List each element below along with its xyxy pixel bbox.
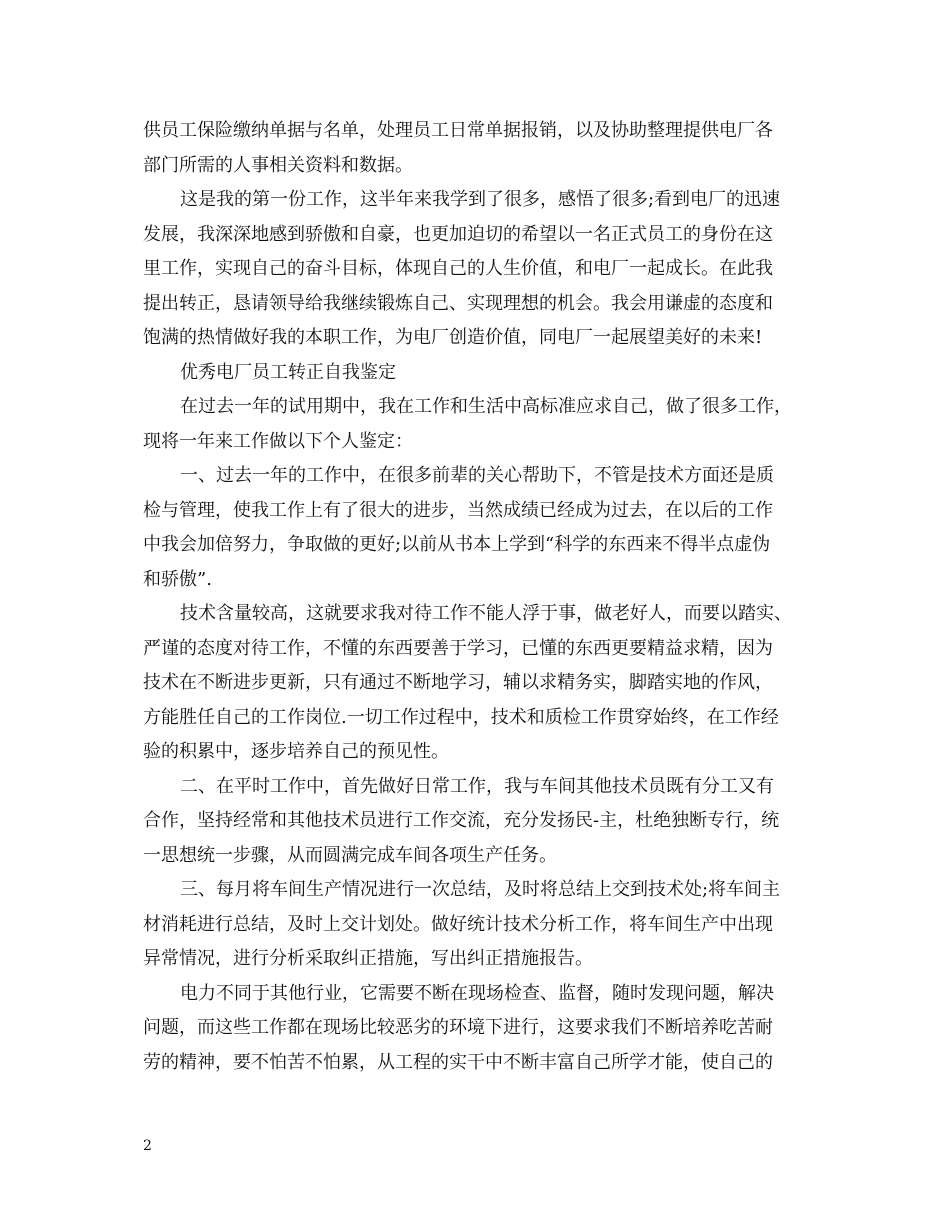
- text-line: 方能胜任自己的工作岗位.一切工作过程中，技术和质检工作贯穿始终，在工作经: [143, 706, 779, 728]
- text-line: 一思想统一步骤，从而圆满完成车间各项生产任务。: [143, 844, 557, 866]
- text-line: 优秀电厂员工转正自我鉴定: [180, 361, 396, 383]
- text-line: 发展，我深深地感到骄傲和自豪，也更加迫切的希望以一名正式员工的身份在这: [143, 223, 773, 245]
- text-line: 中我会加倍努力，争取做的更好;以前从书本上学到“科学的东西来不得半点虚伪: [143, 534, 771, 555]
- text-line: 现将一年来工作做以下个人鉴定：: [143, 430, 413, 452]
- text-line: 劳的精神，要不怕苦不怕累，从工程的实干中不断丰富自己所学才能，使自己的: [143, 1051, 773, 1073]
- text-line: 部门所需的人事相关资料和数据。: [143, 154, 413, 176]
- text-line: 提出转正，恳请领导给我继续锻炼自己、实现理想的机会。我会用谦虚的态度和: [143, 292, 773, 314]
- text-line: 验的积累中，逐步培养自己的预见性。: [143, 741, 449, 762]
- text-line: 严谨的态度对待工作，不懂的东西要善于学习，已懂的东西更要精益求精，因为: [143, 637, 773, 659]
- text-line: 合作，坚持经常和其他技术员进行工作交流，充分发扬民-主，杜绝独断专行，统: [143, 810, 780, 831]
- text-line: 技术含量较高，这就要求我对待工作不能人浮于事，做老好人，而要以踏实、: [180, 603, 792, 624]
- text-line: 供员工保险缴纳单据与名单，处理员工日常单据报销，以及协助整理提供电厂各: [143, 120, 773, 141]
- text-line: 饱满的热情做好我的本职工作，为电厂创造价值，同电厂一起展望美好的未来!: [143, 327, 763, 348]
- page-number: 2: [143, 1138, 152, 1154]
- text-line: 这是我的第一份工作，这半年来我学到了很多，感悟了很多;看到电厂的迅速: [180, 189, 781, 210]
- text-line: 技术在不断进步更新，只有通过不断地学习，辅以求精务实，脚踏实地的作风，: [143, 672, 773, 693]
- text-line: 里工作，实现自己的奋斗目标，体现自己的人生价值，和电厂一起成长。在此我: [143, 258, 773, 279]
- text-line: 材消耗进行总结，及时上交计划处。做好统计技术分析工作，将车间生产中出现: [143, 913, 773, 935]
- text-line: 和骄傲”.: [143, 568, 212, 590]
- text-line: 三、每月将车间生产情况进行一次总结，及时将总结上交到技术处;将车间主: [180, 879, 781, 900]
- text-line: 问题，而这些工作都在现场比较恶劣的环境下进行，这要求我们不断培养吃苦耐: [143, 1017, 773, 1038]
- text-line: 在过去一年的试用期中，我在工作和生活中高标准应求自己，做了很多工作，: [180, 396, 792, 417]
- text-line: 电力不同于其他行业，它需要不断在现场检查、监督，随时发现问题，解决: [180, 982, 774, 1004]
- text-line: 异常情况，进行分析采取纠正措施，写出纠正措施报告。: [143, 948, 593, 969]
- body-text: [143, 114, 813, 1080]
- text-line: 一、过去一年的工作中，在很多前辈的关心帮助下，不管是技术方面还是质: [180, 465, 774, 486]
- text-line: 二、在平时工作中，首先做好日常工作，我与车间其他技术员既有分工又有: [180, 775, 774, 797]
- text-line: 检与管理，使我工作上有了很大的进步，当然成绩已经成为过去，在以后的工作: [143, 499, 773, 521]
